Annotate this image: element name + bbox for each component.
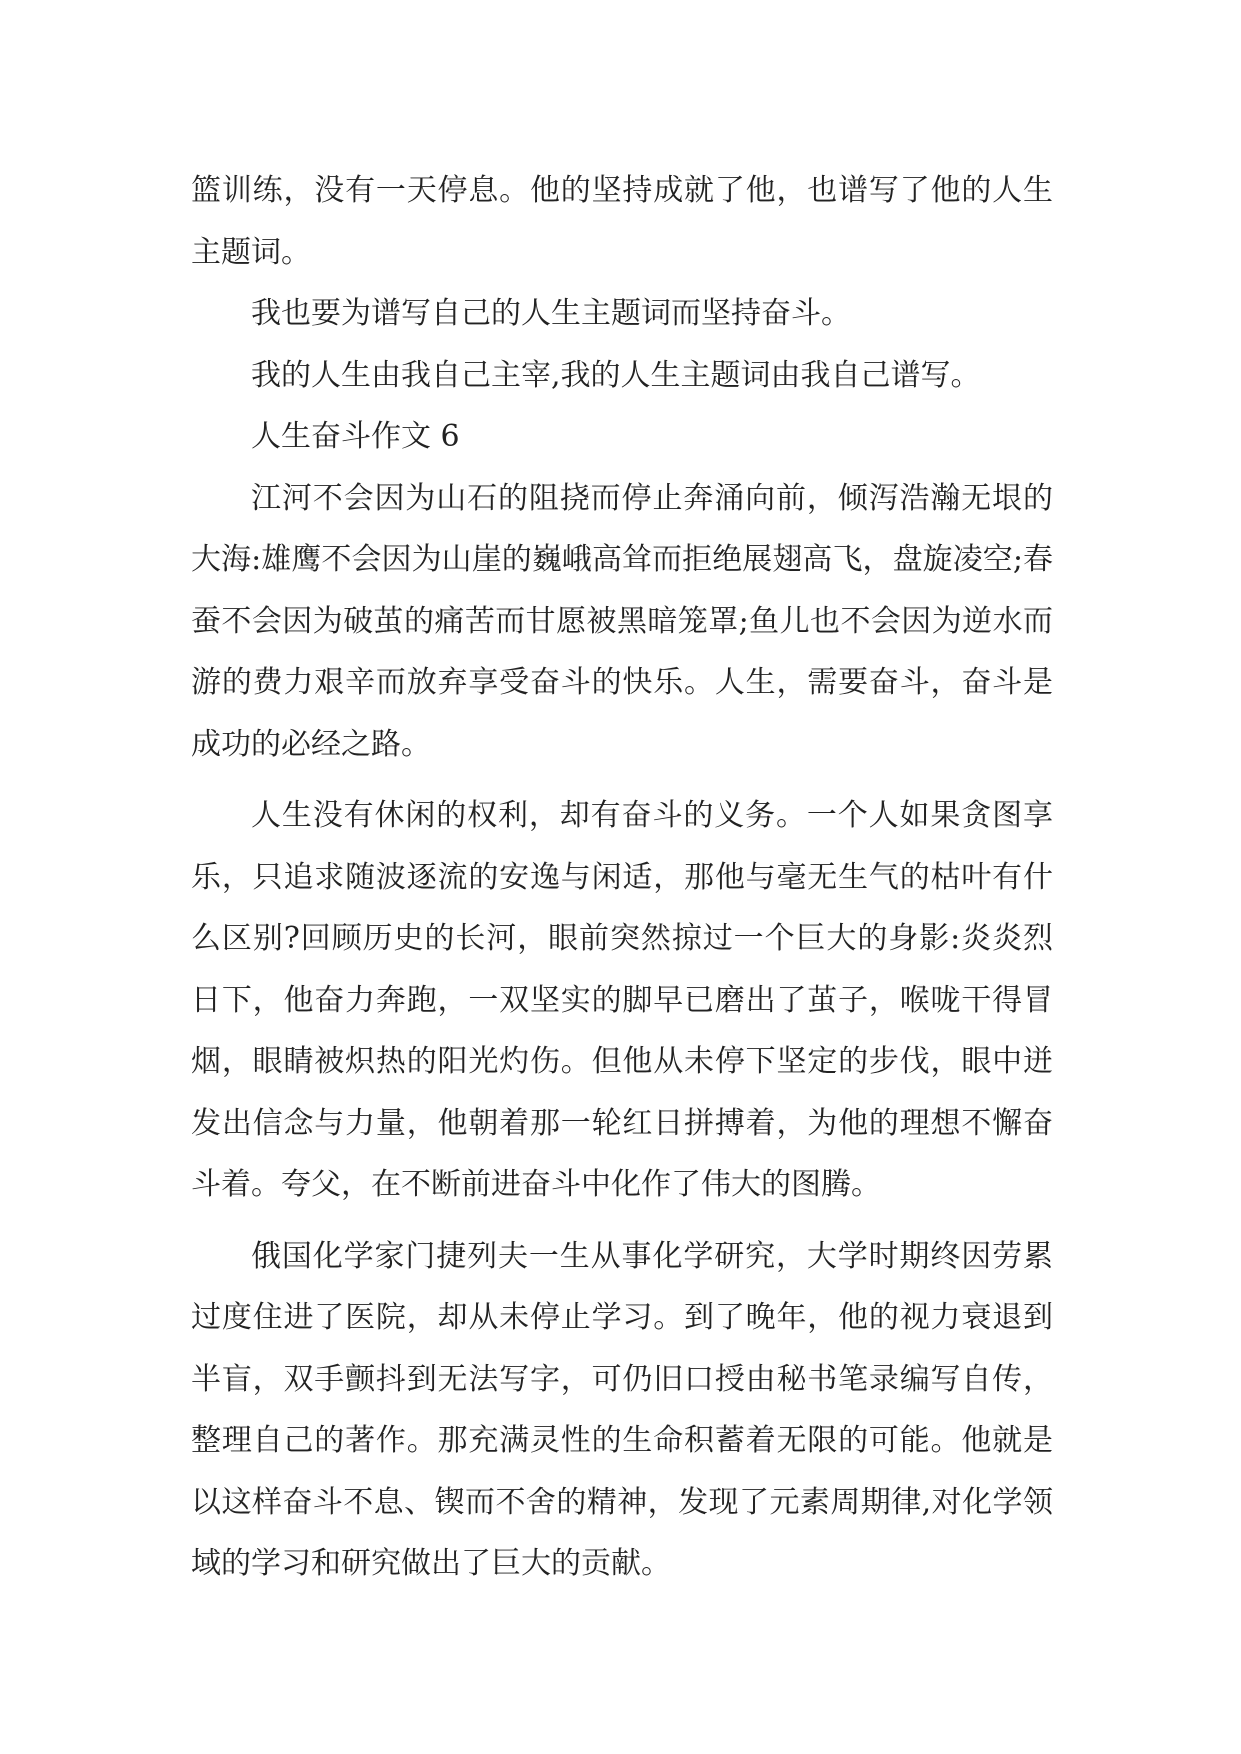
paragraph-continuation: 篮训练，没有一天停息。他的坚持成就了他，也谱写了他的人生主题词。	[191, 173, 1053, 270]
document-body	[191, 160, 1053, 1595]
section-heading: 人生奋斗作文 6	[251, 419, 460, 454]
paragraph: 俄国化学家门捷列夫一生从事化学研究，大学时期终因劳累过度住进了医院，却从未停止学习。到了晚年，他的视力衰退到半盲，双手颤抖到无法写字，可仍旧口授由秘书笔录编写自传，整理自己的著作。那充满灵性的生命积蓄着无限的可能。他就是以这样奋斗不息、锲而不舍的精神，发现了元素周期律,对化学领域的学习和研究做出了巨大的贡献。	[191, 1238, 1053, 1581]
paragraph: 我也要为谱写自己的人生主题词而坚持奋斗。	[251, 296, 851, 331]
paragraph: 我的人生由我自己主宰,我的人生主题词由我自己谱写。	[251, 357, 981, 393]
paragraph: 人生没有休闲的权利，却有奋斗的义务。一个人如果贪图享乐，只追求随波逐流的安逸与闲适，那他与毫无生气的枯叶有什么区别?回顾历史的长河，眼前突然掠过一个巨大的身影:炎炎烈日下，他奋力奔跑，一双坚实的脚早已磨出了茧子，喉咙干得冒烟，眼睛被炽热的阳光灼伤。但他从未停下坚定的步伐，眼中迸发出信念与力量，他朝着那一轮红日拼搏着，为他的理想不懈奋斗着。夸父，在不断前进奋斗中化作了伟大的图腾。	[191, 798, 1053, 1202]
paragraph: 江河不会因为山石的阻挠而停止奔涌向前，倾泻浩瀚无垠的大海:雄鹰不会因为山崖的巍峨高耸而拒绝展翅高飞，盘旋凌空;春蚕不会因为破茧的痛苦而甘愿被黑暗笼罩;鱼儿也不会因为逆水而游的费力艰辛而放弃享受奋斗的快乐。人生，需要奋斗，奋斗是成功的必经之路。	[191, 480, 1053, 762]
